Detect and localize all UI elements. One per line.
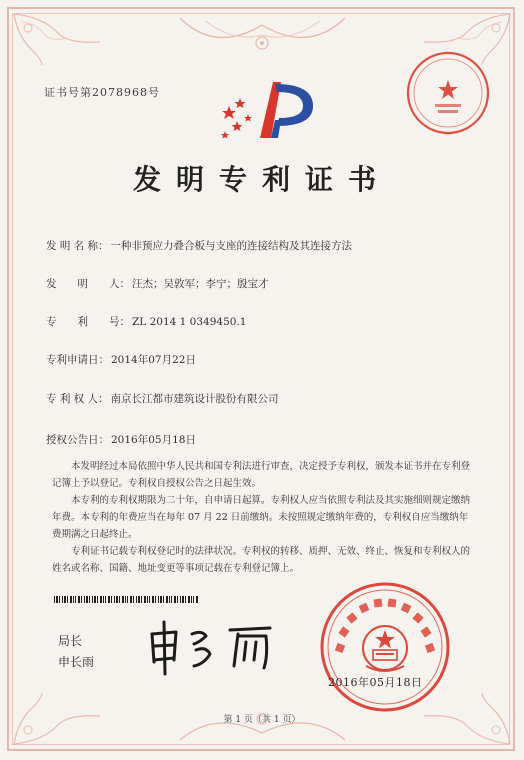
field-label: 授权公告日： xyxy=(46,434,109,446)
body-paragraph: 专利证书记载专利权登记时的法律状况。专利权的转移、质押、无效、终止、恢复和专利权人的姓名或名称、国籍、地址变更等事项记载在专利登记簿上。 xyxy=(52,546,471,574)
field-value: ZL 2014 1 0349450.1 xyxy=(132,316,247,328)
page-indicator: 第 1 页（共 1 页） xyxy=(223,715,301,725)
field-value: 2014年07月22日 xyxy=(111,354,196,366)
field-announcement-date xyxy=(46,432,196,447)
seal-date: 2016年05月18日 xyxy=(328,676,423,689)
patent-office-emblem-icon xyxy=(215,76,325,146)
corner-ornament-icon xyxy=(12,12,102,67)
national-ip-office-seal-icon xyxy=(318,580,452,714)
field-filing-date xyxy=(46,352,196,367)
signatory-name: 申长雨 xyxy=(58,655,95,669)
top-ornament-icon xyxy=(175,13,350,61)
field-value: 南京长江都市建筑设计股份有限公司 xyxy=(110,393,279,405)
field-label: 专利申请日： xyxy=(46,354,109,366)
field-value: 2016年05月18日 xyxy=(111,434,196,446)
field-inventors xyxy=(46,276,269,291)
body-paragraph: 本发明经过本局依照中华人民共和国专利法进行审查，决定授予专利权，颁发本证书并在专利登记簿上予以登记。专利权自授权公告之日起生效。 xyxy=(52,461,471,489)
field-label: 发 明 人： xyxy=(46,278,130,290)
field-patent-number xyxy=(46,314,246,329)
certificate-number: 证书号第2078968号 xyxy=(44,86,160,99)
field-invention-name xyxy=(46,238,352,253)
field-value: 一种非预应力叠合板与支座的连接结构及其连接方法 xyxy=(110,240,353,252)
field-label: 专 利 号： xyxy=(46,316,130,328)
issuer-seal-small-icon xyxy=(405,50,491,136)
field-label: 发 明 名 称： xyxy=(46,240,109,252)
signatory-role: 局长 xyxy=(58,634,83,648)
certificate-title: 发明专利证书 xyxy=(132,163,391,196)
field-patentee xyxy=(46,391,279,406)
handwritten-signature-icon xyxy=(146,616,276,676)
barcode-icon xyxy=(54,596,199,603)
body-paragraph: 本专利的专利权期限为二十年，自申请日起算。专利权人应当依照专利法及其实施细则规定缴纳年费。本专利的年费应当在每年 07 月 22 日前缴纳。未按照规定缴纳年费的，专利权自应当缴纳年费期满之日起终止。 xyxy=(52,495,471,540)
certificate-body-text xyxy=(52,458,470,577)
field-value: 汪杰；吴敦军；李宁；殷宝才 xyxy=(132,278,269,290)
field-label: 专 利 权 人： xyxy=(46,393,109,405)
